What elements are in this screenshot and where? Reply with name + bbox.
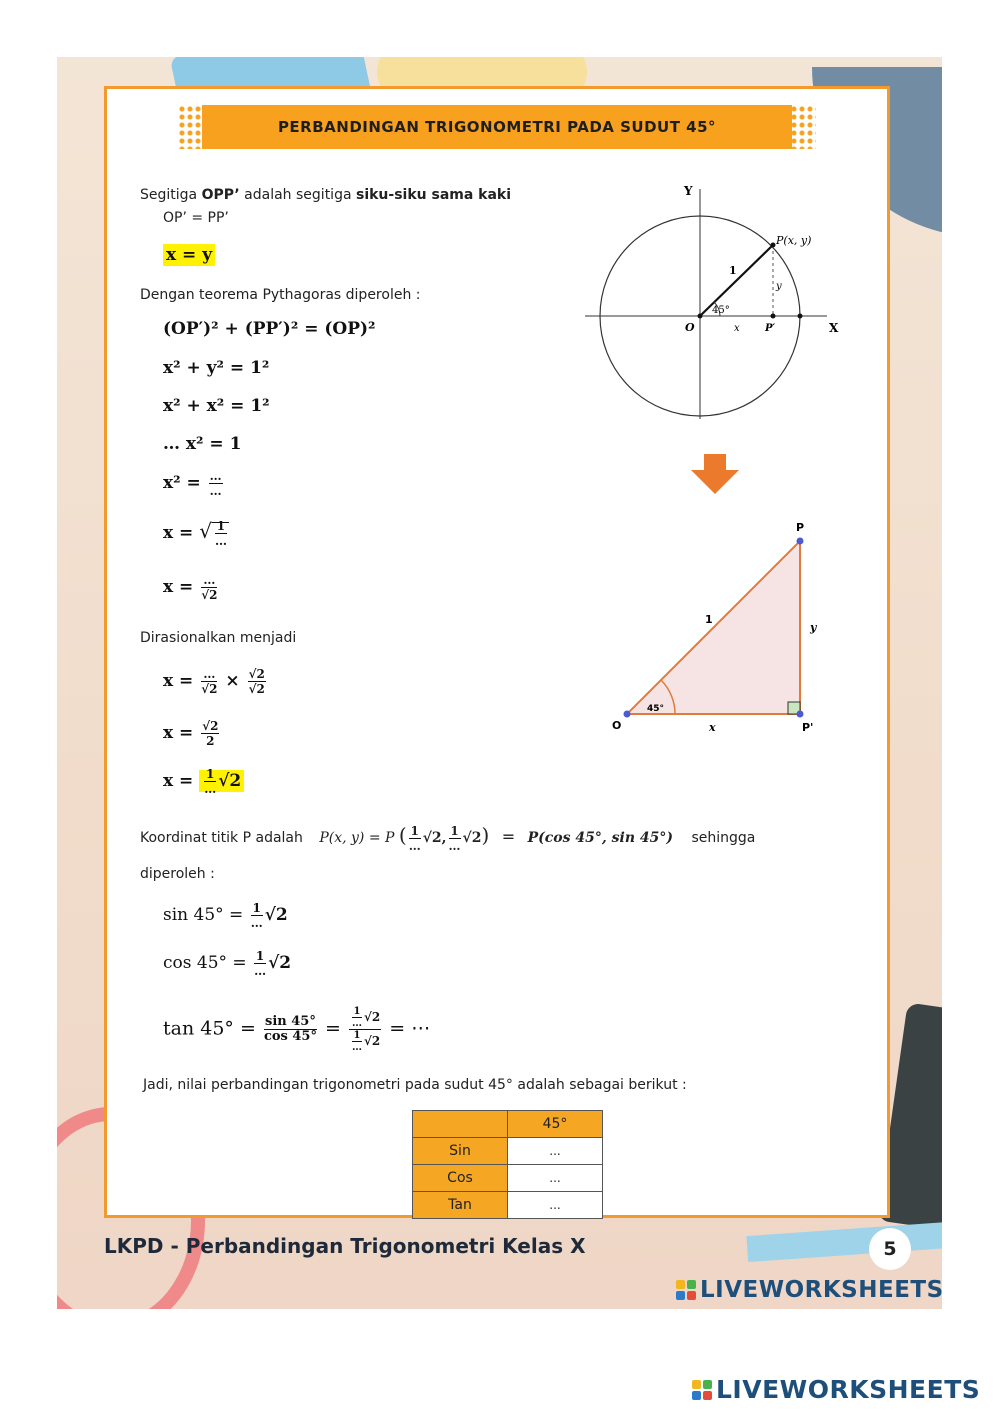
unit-circle-diagram <box>577 179 857 419</box>
brand-logo-outer[interactable] <box>692 1375 980 1404</box>
answer-input-sin[interactable]: ... <box>508 1138 603 1165</box>
step-3: x² + x² = 1² <box>163 396 270 416</box>
axis-label-x: X <box>829 321 839 335</box>
label-vertex-P: P <box>796 521 805 534</box>
point-Pprime <box>771 314 776 319</box>
step-5: x² = $\frac{\dots}{\dots}$ <box>163 469 222 498</box>
vertex-Pprime <box>797 711 804 718</box>
label-origin: O <box>685 321 695 334</box>
answer-input-tan[interactable]: ... <box>508 1192 603 1219</box>
triangle-fill <box>627 541 800 714</box>
label-hypotenuse: 1 <box>705 613 713 626</box>
label-vertex-Pprime: P' <box>802 721 814 734</box>
right-triangle-diagram <box>607 519 837 739</box>
label-x: x <box>734 323 740 334</box>
intro-line-2: OP’ = PP’ <box>163 210 229 226</box>
tan-result: tan 45° = $\frac{\sin 45^\circ}{\cos 45^\circ}$ = $\frac{1}{\dots}$ √2 $\frac{1}{\dots}$ √2 = ⋯ <box>163 1006 431 1053</box>
step-4: … x² = 1 <box>163 434 242 454</box>
step-2: x² + y² = 1² <box>163 358 270 378</box>
label-side-y: y <box>810 621 817 634</box>
answer-input-cos[interactable]: ... <box>508 1165 603 1192</box>
down-arrow-icon <box>689 454 741 496</box>
brand-text: LIVEWORKSHEETS <box>716 1375 981 1404</box>
label-vertex-O: O <box>612 719 622 732</box>
vertex-O <box>624 711 631 718</box>
brand-icon <box>692 1380 712 1400</box>
brand-logo-inner <box>676 1277 944 1303</box>
answer-row-sin <box>413 1138 603 1165</box>
answer-row-tan <box>413 1192 603 1219</box>
worksheet <box>104 86 890 1218</box>
page-number: 5 <box>869 1228 911 1270</box>
axis-label-y: Y <box>684 184 693 198</box>
page-title: PERBANDINGAN TRIGONOMETRI PADA SUDUT 45° <box>277 118 717 136</box>
answer-table-col-header: 45° <box>508 1111 603 1138</box>
pythagoras-text: Dengan teorema Pythagoras diperoleh : <box>140 287 421 303</box>
coordinate-line: Koordinat titik P adalah P(x, y) = P ( $\frac{1}{\dots}$ √2, $\frac{1}{\dots}$ √2) = P(cos 45°, sin 45°) sehingga <box>140 823 756 853</box>
point-x-axis <box>798 314 803 319</box>
label-y: y <box>776 281 782 292</box>
diperoleh-label: diperoleh : <box>140 866 215 882</box>
rationalize-label: Dirasionalkan menjadi <box>140 630 297 646</box>
rationalize-step-2: x = $\frac{√2}{2}$ <box>163 719 219 748</box>
vertex-P <box>797 538 804 545</box>
label-foot: P′ <box>765 323 776 334</box>
label-angle: 45° <box>712 305 730 316</box>
answer-row-cos <box>413 1165 603 1192</box>
footer <box>57 1226 942 1272</box>
point-P <box>771 243 776 248</box>
brand-text: LIVEWORKSHEETS <box>700 1277 944 1303</box>
step-6: x = √ $\frac{1}{\dots}$ <box>163 519 227 548</box>
answer-row-label: Tan <box>413 1192 508 1219</box>
rationalize-step-3: x = $\frac{1}{\dots}$ √2 <box>163 767 244 796</box>
answer-row-label: Cos <box>413 1165 508 1192</box>
sin-result: sin 45° = $\frac{1}{\dots}$ √2 <box>163 901 288 930</box>
brand-icon <box>676 1280 696 1300</box>
step-1: (OP′)² + (PP′)² = (OP)² <box>163 319 376 339</box>
answer-row-label: Sin <box>413 1138 508 1165</box>
rationalize-step-1: x = $\frac{\dots}{√2}$ × $\frac{√2}{√2}$ <box>163 667 265 696</box>
label-side-x: x <box>709 721 716 734</box>
cos-result: cos 45° = $\frac{1}{\dots}$ √2 <box>163 949 292 978</box>
footer-title: LKPD - Perbandingan Trigonometri Kelas X <box>104 1234 586 1258</box>
step-7: x = $\frac{\dots}{√2}$ <box>163 573 218 602</box>
intro-line-1: Segitiga OPP’ adalah segitiga siku-siku sama kaki <box>140 187 512 203</box>
title-banner <box>202 105 792 149</box>
radius-line <box>700 245 773 316</box>
label-point: P(x, y) <box>776 234 812 247</box>
point-origin <box>698 314 703 319</box>
eq-x-equals-y: x = y <box>163 245 215 265</box>
answer-table <box>412 1110 603 1219</box>
answer-table-header <box>413 1111 603 1138</box>
label-radius: 1 <box>729 264 737 277</box>
label-triangle-angle: 45° <box>647 704 665 714</box>
conclusion-text: Jadi, nilai perbandingan trigonometri pada sudut 45° adalah sebagai berikut : <box>143 1077 687 1093</box>
